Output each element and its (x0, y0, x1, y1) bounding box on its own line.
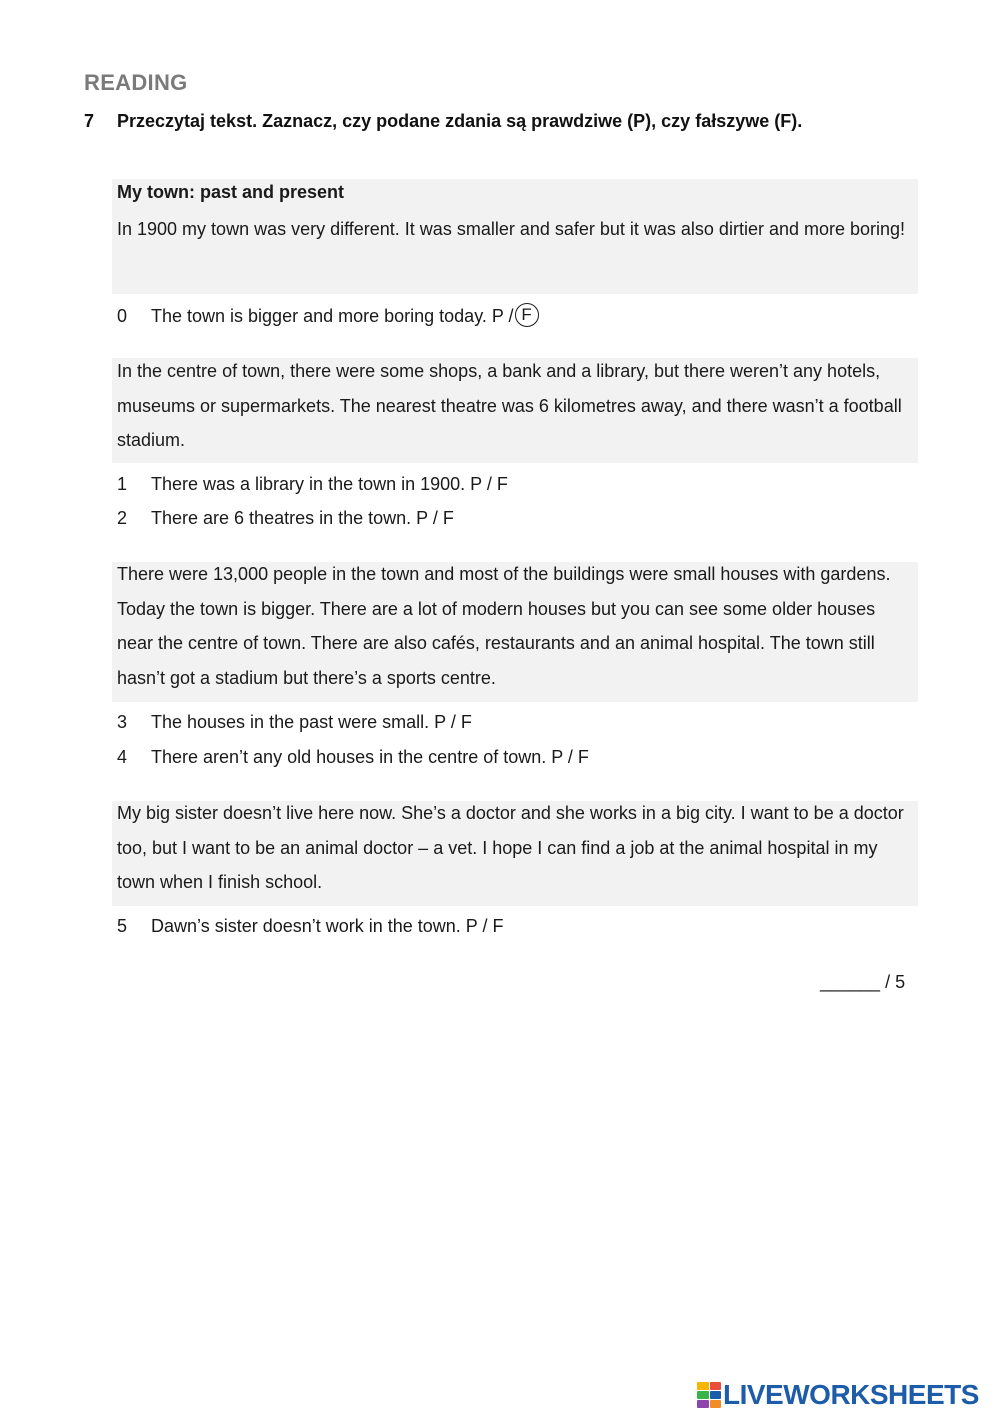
question-text: There was a library in the town in 1900. P / F (151, 474, 508, 494)
question-text: There aren’t any old houses in the centre of town. P / F (151, 747, 589, 767)
question-number: 4 (117, 747, 128, 767)
paragraph-3: There were 13,000 people in the town and most of the buildings were small houses with gardens. Today the town is bigger. There are a lot of modern houses but you can see some older houses near the centre of town. There are also cafés, restaurants and an animal hospital. The town still hasn’t got a stadium but there’s a sports centre. (117, 564, 891, 688)
liveworksheets-logo (697, 1379, 979, 1411)
passage-box-3 (112, 562, 918, 702)
circled-answer: F (515, 303, 539, 327)
passage-box-4 (112, 801, 918, 906)
question-number: 5 (117, 916, 128, 936)
question-text: The houses in the past were small. P / F (151, 712, 472, 732)
logo-mark-icon (697, 1382, 721, 1408)
paragraph-1: In 1900 my town was very different. It was smaller and safer but it was also dirtier and more boring! (117, 219, 906, 239)
example-number: 0 (117, 305, 128, 326)
task-instruction (84, 111, 802, 132)
passage-box-1 (112, 179, 918, 294)
task-number: 7 (84, 111, 95, 131)
passage-box-2 (112, 358, 918, 463)
example-text: The town is bigger and more boring today. P / (151, 305, 514, 326)
section-title: READING (84, 70, 188, 95)
paragraph-4: My big sister doesn’t live here now. She’s a doctor and she works in a big city. I want to be a doctor too, but I want to be an animal doctor – a vet. I hope I can find a job at the animal hospital in my town when I finish school. (117, 803, 904, 892)
question-number: 2 (117, 508, 128, 528)
task-text: Przeczytaj tekst. Zaznacz, czy podane zdania są prawdziwe (P), czy fałszywe (F). (117, 111, 803, 131)
question-number: 3 (117, 712, 128, 732)
question-number: 1 (117, 474, 128, 494)
score-field: ______ / 5 (820, 972, 906, 992)
paragraph-2: In the centre of town, there were some shops, a bank and a library, but there weren’t any hotels, museums or supermarkets. The nearest theatre was 6 kilometres away, and there wasn’t a football stadium. (117, 361, 902, 450)
question-text: There are 6 theatres in the town. P / F (151, 508, 454, 528)
question-text: Dawn’s sister doesn’t work in the town. P / F (151, 916, 504, 936)
logo-text: LIVEWORKSHEETS (723, 1379, 979, 1410)
question-5[interactable] (117, 916, 504, 937)
example-question (117, 305, 539, 329)
question-2[interactable] (117, 508, 454, 529)
passage-title: My town: past and present (117, 182, 345, 202)
question-3[interactable] (117, 712, 472, 733)
question-1[interactable] (117, 474, 508, 495)
question-4[interactable] (117, 747, 589, 768)
